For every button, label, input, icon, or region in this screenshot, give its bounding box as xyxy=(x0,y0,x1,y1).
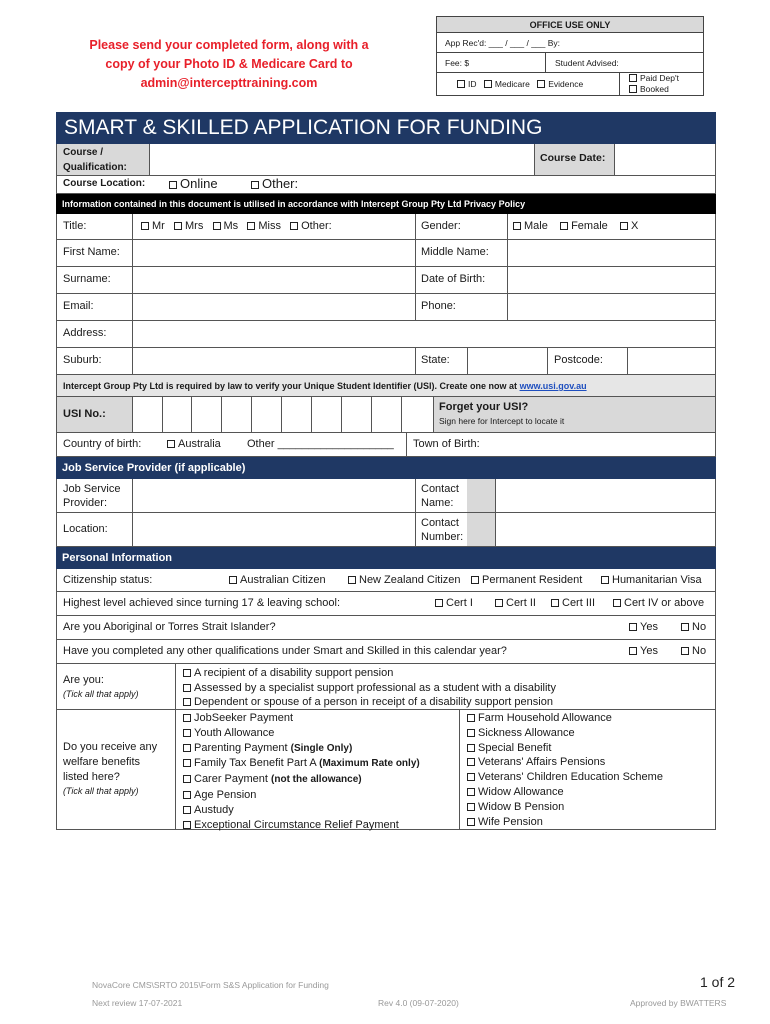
town-of-birth-label: Town of Birth: xyxy=(413,438,480,450)
quals-yes-checkbox[interactable] xyxy=(629,647,637,655)
cert-4-checkbox[interactable] xyxy=(613,599,621,607)
family-tax-checkbox[interactable] xyxy=(183,759,191,767)
course-qualification-row xyxy=(56,144,716,176)
contact-number-label-2: Number: xyxy=(421,531,464,543)
welfare-row xyxy=(56,710,716,830)
title-miss-label: Miss xyxy=(258,220,281,232)
state-input[interactable] xyxy=(468,348,547,374)
widow-b-pension-checkbox[interactable] xyxy=(467,803,475,811)
disability-dependent-checkbox[interactable] xyxy=(183,698,191,706)
middle-name-label: Middle Name: xyxy=(421,246,489,258)
quals-no-checkbox[interactable] xyxy=(681,647,689,655)
cert-1-checkbox[interactable] xyxy=(435,599,443,607)
gender-male-label: Male xyxy=(524,220,548,232)
page-number: 1 of 2 xyxy=(700,974,736,990)
farm-household-checkbox[interactable] xyxy=(467,714,475,722)
provider-label-1: Job Service xyxy=(63,483,121,495)
australia-checkbox[interactable] xyxy=(167,440,175,448)
atsi-no-checkbox[interactable] xyxy=(681,623,689,631)
usi-input[interactable] xyxy=(133,397,433,432)
office-use-title: OFFICE USE ONLY xyxy=(437,17,703,33)
atsi-row xyxy=(56,616,716,640)
gender-male-checkbox[interactable] xyxy=(513,222,521,230)
veterans-pensions-label: Veterans' Affairs Pensions xyxy=(478,756,606,769)
family-tax-note: (Maximum Rate only) xyxy=(319,758,420,770)
humanitarian-visa-label: Humanitarian Visa xyxy=(612,574,702,586)
atsi-yes-checkbox[interactable] xyxy=(629,623,637,631)
phone-label: Phone: xyxy=(421,300,456,312)
farm-household-label: Farm Household Allowance xyxy=(478,712,612,724)
contact-number-input[interactable] xyxy=(496,513,715,546)
widow-allowance-label: Widow Allowance xyxy=(478,785,564,798)
atsi-yes-label: Yes xyxy=(640,621,658,633)
widow-allowance-checkbox[interactable] xyxy=(467,788,475,796)
town-of-birth-input[interactable] xyxy=(502,433,715,456)
address-row xyxy=(56,321,716,348)
special-benefit-label: Special Benefit xyxy=(478,741,552,754)
cert-4-label: Cert IV or above xyxy=(624,597,705,609)
title-ms-checkbox[interactable] xyxy=(213,222,221,230)
jobseeker-label: JobSeeker Payment xyxy=(194,712,294,724)
course-location-row xyxy=(56,176,716,194)
office-id-label: ID xyxy=(468,79,477,89)
suburb-label: Suburb: xyxy=(63,354,102,366)
state-label: State: xyxy=(421,354,450,366)
email-row xyxy=(56,294,716,321)
special-benefit-checkbox[interactable] xyxy=(467,744,475,752)
submission-notice xyxy=(64,36,394,93)
australian-citizen-checkbox[interactable] xyxy=(229,576,237,584)
office-id-checkbox[interactable] xyxy=(457,80,465,88)
title-gender-row xyxy=(56,214,716,240)
disability-row xyxy=(56,664,716,710)
contact-number-label-1: Contact xyxy=(421,517,459,529)
provider-label-2: Provider: xyxy=(63,497,108,509)
disability-assessed-label: Assessed by a specialist support professional as a student with a disability xyxy=(194,681,556,694)
location-label: Location: xyxy=(63,523,108,535)
notice-line-1: Please send your completed form, along with a xyxy=(89,38,369,52)
title-other-checkbox[interactable] xyxy=(290,222,298,230)
office-evidence-label: Evidence xyxy=(548,79,584,89)
highest-level-label: Highest level achieved since turning 17 & leaving school: xyxy=(63,597,340,609)
contact-name-label-2: Name: xyxy=(421,497,454,509)
sickness-allowance-checkbox[interactable] xyxy=(467,729,475,737)
personal-information-bar: Personal Information xyxy=(56,547,716,569)
jobseeker-checkbox[interactable] xyxy=(183,714,191,722)
quals-yes-label: Yes xyxy=(640,645,658,657)
title-mrs-checkbox[interactable] xyxy=(174,222,182,230)
location-input[interactable] xyxy=(133,513,415,546)
cert-2-checkbox[interactable] xyxy=(495,599,503,607)
postcode-input[interactable] xyxy=(628,348,715,374)
gender-female-checkbox[interactable] xyxy=(560,222,568,230)
welfare-question-2: welfare benefits xyxy=(63,756,141,768)
austudy-label: Austudy xyxy=(194,803,234,816)
cert-3-label: Cert III xyxy=(562,597,596,609)
age-pension-label: Age Pension xyxy=(194,788,257,801)
footer-path: NovaCore CMS\SRTO 2015\Form S&S Application for Funding xyxy=(92,980,329,990)
address-input[interactable] xyxy=(133,321,715,347)
gender-options xyxy=(513,220,638,232)
permanent-resident-checkbox[interactable] xyxy=(471,576,479,584)
usi-row xyxy=(56,397,716,433)
postcode-label: Postcode: xyxy=(554,354,603,366)
parenting-payment-checkbox[interactable] xyxy=(183,744,191,752)
dob-label: Date of Birth: xyxy=(421,273,486,285)
disability-pension-label: A recipient of a disability support pension xyxy=(194,667,394,679)
title-label: Title: xyxy=(63,220,87,232)
other-country-field[interactable]: Other ___________________ xyxy=(247,438,394,450)
gender-x-checkbox[interactable] xyxy=(620,222,628,230)
carer-payment-checkbox[interactable] xyxy=(183,775,191,783)
veterans-children-label: Veterans' Children Education Scheme xyxy=(478,771,663,784)
title-mr-label: Mr xyxy=(152,220,165,232)
gender-label: Gender: xyxy=(421,220,461,232)
office-medicare-checkbox[interactable] xyxy=(484,80,492,88)
office-use-box xyxy=(436,16,704,96)
other-location-label: Other: xyxy=(262,176,299,191)
cert-1-label: Cert I xyxy=(446,597,473,609)
surname-input[interactable] xyxy=(133,267,415,293)
exceptional-circumstance-label: Exceptional Circumstance Relief Payment xyxy=(194,818,399,831)
footer-next-review: Next review 17-07-2021 xyxy=(92,998,183,1008)
parenting-payment-note: (Single Only) xyxy=(290,742,353,754)
notice-line-2: copy of your Photo ID & Medicare Card to xyxy=(105,57,353,71)
nz-citizen-checkbox[interactable] xyxy=(348,576,356,584)
welfare-question-3: listed here? xyxy=(63,771,120,783)
disability-dependent-label: Dependent or spouse of a person in receipt of a disability support pension xyxy=(194,696,553,708)
app-received-field[interactable]: App Rec'd: ___ / ___ / ___ By: xyxy=(437,33,703,53)
contact-name-input[interactable] xyxy=(496,479,715,512)
title-ms-label: Ms xyxy=(223,220,239,232)
carer-payment-note: (not the allowance) xyxy=(271,774,362,786)
wife-pension-checkbox[interactable] xyxy=(467,818,475,826)
qualification-label-2: Qualification: xyxy=(63,162,127,173)
other-location-checkbox[interactable] xyxy=(251,181,259,189)
surname-row xyxy=(56,267,716,294)
widow-b-pension-label: Widow B Pension xyxy=(478,800,565,813)
are-you-tick-all: (Tick all that apply) xyxy=(63,689,139,699)
email-input[interactable] xyxy=(133,294,415,320)
booked-checkbox[interactable] xyxy=(629,85,637,93)
citizenship-label: Citizenship status: xyxy=(63,574,153,586)
title-mrs-label: Mrs xyxy=(185,220,204,232)
online-label: Online xyxy=(180,176,218,191)
provider-input[interactable] xyxy=(133,479,415,512)
online-checkbox[interactable] xyxy=(169,181,177,189)
middle-name-input[interactable] xyxy=(508,240,715,266)
contact-name-label-1: Contact xyxy=(421,483,459,495)
veterans-pensions-checkbox[interactable] xyxy=(467,758,475,766)
are-you-label: Are you: xyxy=(63,674,104,686)
first-name-label: First Name: xyxy=(63,246,120,258)
carer-payment-label: Carer Payment xyxy=(194,773,272,786)
australian-citizen-label: Australian Citizen xyxy=(240,574,326,586)
usi-label: USI No.: xyxy=(63,408,106,420)
suburb-input[interactable] xyxy=(133,348,415,374)
dob-input[interactable] xyxy=(508,267,715,293)
country-row xyxy=(56,433,716,457)
gender-x-label: X xyxy=(631,220,639,232)
welfare-tick-all: (Tick all that apply) xyxy=(63,786,139,796)
wife-pension-label: Wife Pension xyxy=(478,815,543,828)
age-pension-checkbox[interactable] xyxy=(183,791,191,799)
course-location-label: Course Location: xyxy=(63,178,146,189)
footer-revision: Rev 4.0 (09-07-2020) xyxy=(378,998,459,1008)
fee-field[interactable]: Fee: $ xyxy=(445,58,470,68)
australia-label: Australia xyxy=(178,438,221,450)
qualification-label-1: Course / xyxy=(63,147,104,158)
highest-level-row xyxy=(56,592,716,616)
first-name-input[interactable] xyxy=(133,240,415,266)
veterans-children-checkbox[interactable] xyxy=(467,773,475,781)
sickness-allowance-label: Sickness Allowance xyxy=(478,726,575,739)
job-service-provider-bar: Job Service Provider (if applicable) xyxy=(56,457,716,479)
footer-approved: Approved by BWATTERS xyxy=(630,998,727,1008)
usi-info-text: Intercept Group Pty Ltd is required by law to verify your Unique Student Identifier (USI). Create one now at xyxy=(63,381,520,391)
notice-email: admin@intercepttraining.com xyxy=(140,76,318,90)
name-row xyxy=(56,240,716,267)
office-evidence-checkbox[interactable] xyxy=(537,80,545,88)
provider-row xyxy=(56,479,716,513)
quals-no-label: No xyxy=(692,645,707,657)
title-miss-checkbox[interactable] xyxy=(247,222,255,230)
privacy-bar: Information contained in this document is utilised in accordance with Intercept Group Pty Ltd Privacy Policy xyxy=(56,194,716,214)
citizenship-row xyxy=(56,569,716,592)
suburb-row xyxy=(56,348,716,375)
country-label: Country of birth: xyxy=(63,438,142,450)
austudy-checkbox[interactable] xyxy=(183,806,191,814)
forget-usi-subtitle: Sign here for Intercept to locate it xyxy=(439,416,565,426)
title-mr-checkbox[interactable] xyxy=(141,222,149,230)
cert-2-label: Cert II xyxy=(506,597,536,609)
welfare-question-1: Do you receive any xyxy=(63,741,158,753)
exceptional-circumstance-checkbox[interactable] xyxy=(183,821,191,829)
office-medicare-label: Medicare xyxy=(494,79,530,89)
disability-pension-checkbox[interactable] xyxy=(183,669,191,677)
course-date-label: Course Date: xyxy=(540,152,606,164)
disability-assessed-checkbox[interactable] xyxy=(183,684,191,692)
paid-deposit-checkbox[interactable] xyxy=(629,74,637,82)
form-title: SMART & SKILLED APPLICATION FOR FUNDING xyxy=(56,112,716,144)
booked-label: Booked xyxy=(640,84,669,94)
permanent-resident-label: Permanent Resident xyxy=(482,574,583,586)
email-label: Email: xyxy=(63,300,94,312)
student-advised-field[interactable]: Student Advised: xyxy=(555,58,619,68)
youth-allowance-checkbox[interactable] xyxy=(183,729,191,737)
course-date-input[interactable] xyxy=(615,144,715,175)
family-tax-label: Family Tax Benefit Part A xyxy=(194,757,320,770)
gender-female-label: Female xyxy=(571,220,608,232)
title-other-label: Other: xyxy=(301,220,332,232)
title-options xyxy=(141,220,332,232)
youth-allowance-label: Youth Allowance xyxy=(194,726,275,739)
usi-info-bar xyxy=(56,375,716,397)
phone-input[interactable] xyxy=(508,294,715,320)
atsi-no-label: No xyxy=(692,621,707,633)
paid-deposit-label: Paid Dep't xyxy=(640,73,679,83)
other-quals-row xyxy=(56,640,716,664)
forget-usi-title: Forget your USI? xyxy=(439,401,529,413)
atsi-question: Are you Aboriginal or Torres Strait Islander? xyxy=(63,621,276,633)
address-label: Address: xyxy=(63,327,107,339)
location-row xyxy=(56,513,716,547)
humanitarian-visa-checkbox[interactable] xyxy=(601,576,609,584)
surname-label: Surname: xyxy=(63,273,111,285)
parenting-payment-label: Parenting Payment xyxy=(194,741,291,754)
cert-3-checkbox[interactable] xyxy=(551,599,559,607)
usi-link[interactable]: www.usi.gov.au xyxy=(519,381,587,391)
nz-citizen-label: New Zealand Citizen xyxy=(359,574,461,586)
other-quals-question: Have you completed any other qualifications under Smart and Skilled in this calendar year? xyxy=(63,645,507,657)
qualification-input[interactable] xyxy=(150,144,534,175)
